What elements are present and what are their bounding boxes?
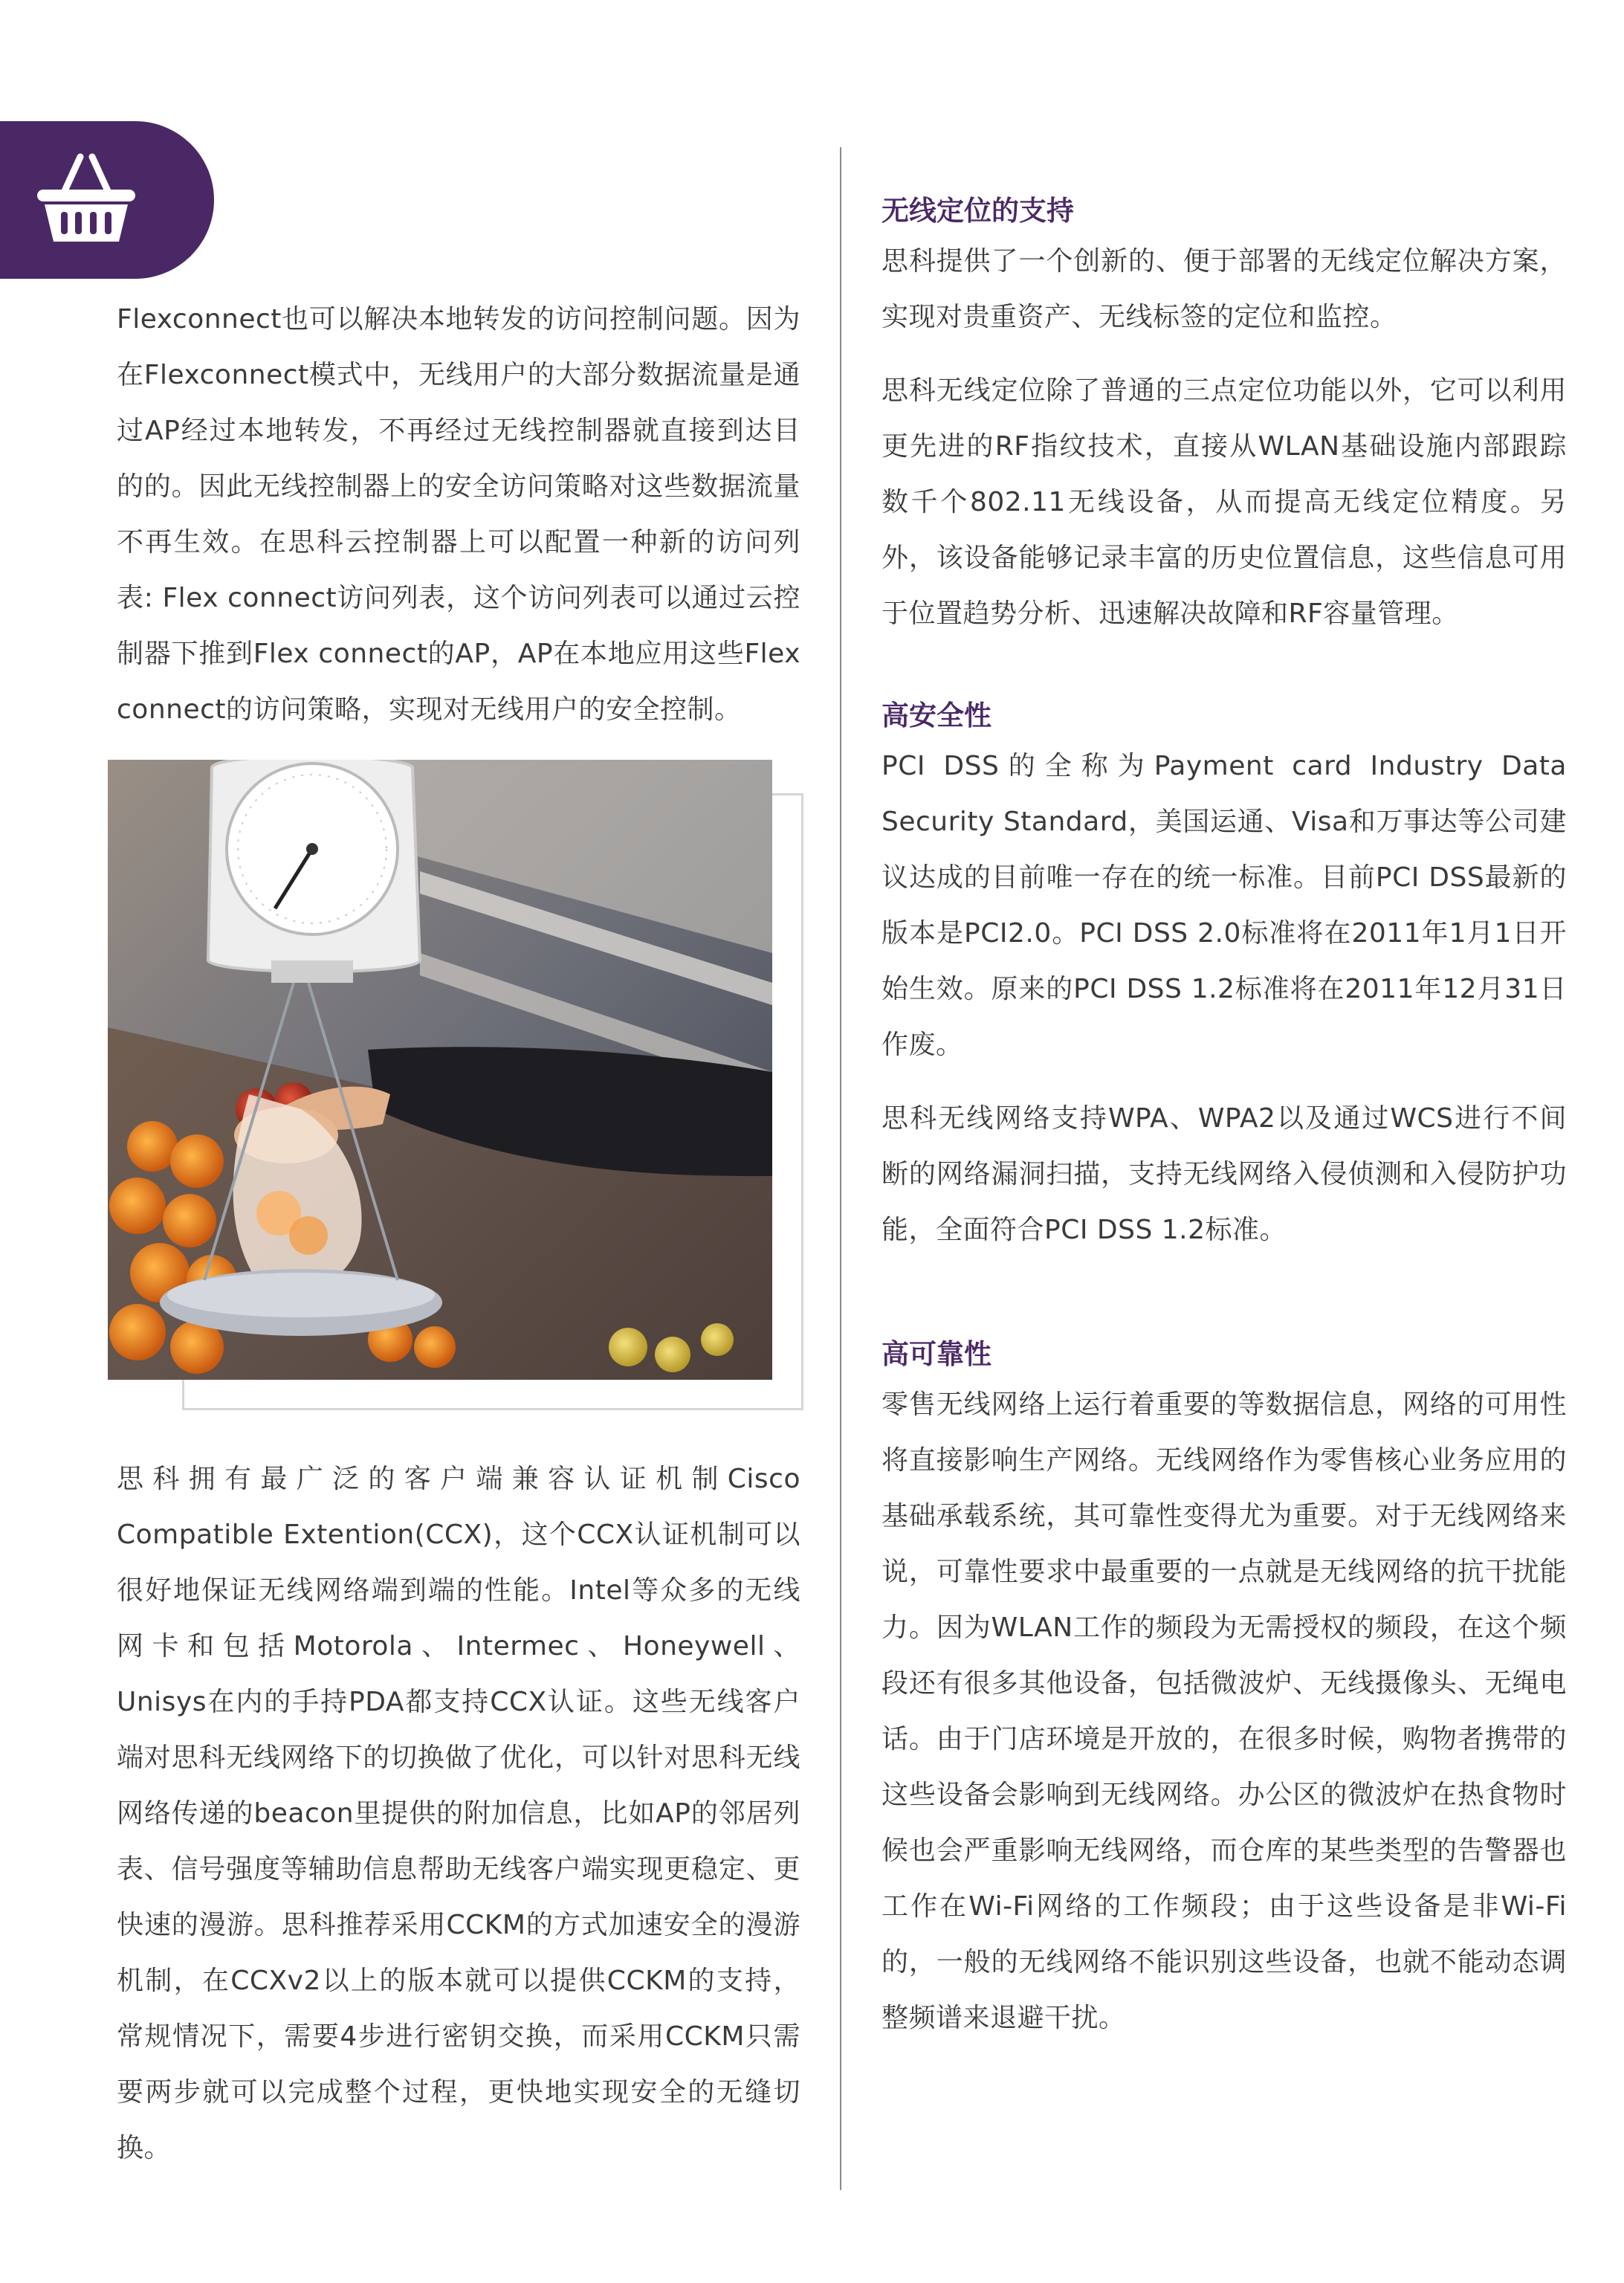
section-heading: 高安全性 xyxy=(881,700,991,732)
paragraph: 思科提供了一个创新的、便于部署的无线定位解决方案，实现对贵重资产、无线标签的定位和监控。 xyxy=(881,246,1567,332)
right-column xyxy=(881,189,1567,2046)
shopping-basket-icon xyxy=(34,149,138,246)
left-column xyxy=(117,291,800,2176)
section-heading: 高可靠性 xyxy=(881,1338,991,1370)
paragraph-flexconnect: Flexconnect也可以解决本地转发的访问控制问题。因为在Flexconnect模式中，无线用户的大部分数据流量是通过AP经过本地转发，不再经过无线控制器就直接到达目的的。因此无线控制器上的安全访问策略对这些数据流量不再生效。在思科云控制器上可以配置一种新的访问列表: Flex connect访问列表，这个访问列表可以通过云控制器下推到Flex connect的AP，AP在本地应用这些Flex connect的访问策略，实现对无线用户的安全控制。 xyxy=(117,304,800,725)
section-heading: 无线定位的支持 xyxy=(881,195,1074,227)
photo-block xyxy=(108,760,806,1414)
column-divider xyxy=(840,147,841,2190)
section-security xyxy=(881,694,1567,1258)
section-location xyxy=(881,189,1567,642)
paragraph: 思科无线定位除了普通的三点定位功能以外，它可以利用更先进的RF指纹技术，直接从WLAN基础设施内部跟踪数千个802.11无线设备，从而提高无线定位精度。另外，该设备能够记录丰富的历史位置信息，这些信息可用于位置趋势分析、迅速解决故障和RF容量管理。 xyxy=(881,375,1567,629)
section-reliability xyxy=(881,1332,1567,2046)
paragraph: 零售无线网络上运行着重要的等数据信息，网络的可用性将直接影响生产网络。无线网络作为零售核心业务应用的基础承载系统，其可靠性变得尤为重要。对于无线网络来说，可靠性要求中最重要的一点就是无线网络的抗干扰能力。因为WLAN工作的频段为无需授权的频段，在这个频段还有很多其他设备，包括微波炉、无线摄像头、无绳电话。由于门店环境是开放的，在很多时候，购物者携带的这些设备会影响到无线网络。办公区的微波炉在热食物时候也会严重影响无线网络，而仓库的某些类型的告警器也工作在Wi-Fi网络的工作频段；由于这些设备是非Wi-Fi的，一般的无线网络不能识别这些设备，也就不能动态调整频谱来退避干扰。 xyxy=(881,1389,1567,2033)
supermarket-photo xyxy=(108,760,772,1380)
header-tab xyxy=(0,121,214,279)
paragraph-ccx: 思科拥有最广泛的客户端兼容认证机制Cisco Compatible Extention(CCX)，这个CCX认证机制可以很好地保证无线网络端到端的性能。Intel等众多的无线网卡和包括Motorola、Intermec、Honeywell、Unisys在内的手持PDA都支持CCX认证。这些无线客户端对思科无线网络下的切换做了优化，可以针对思科无线网络传递的beacon里提供的附加信息，比如AP的邻居列表、信号强度等辅助信息帮助无线客户端实现更稳定、更快速的漫游。思科推荐采用CCKM的方式加速安全的漫游机制，在CCXv2以上的版本就可以提供CCKM的支持，常规情况下，需要4步进行密钥交换，而采用CCKM只需要两步就可以完成整个过程，更快地实现安全的无缝切换。 xyxy=(117,1464,800,2163)
paragraph: 思科无线网络支持WPA、WPA2以及通过WCS进行不间断的网络漏洞扫描，支持无线网络入侵侦测和入侵防护功能，全面符合PCI DSS 1.2标准。 xyxy=(881,1103,1567,1245)
paragraph: PCI DSS的全称为Payment card Industry Data Security Standard，美国运通、Visa和万事达等公司建议达成的目前唯一存在的统一标准。目前PCI DSS最新的版本是PCI2.0。PCI DSS 2.0标准将在2011年1月1日开始生效。原来的PCI DSS 1.2标准将在2011年12月31日作废。 xyxy=(881,751,1567,1060)
